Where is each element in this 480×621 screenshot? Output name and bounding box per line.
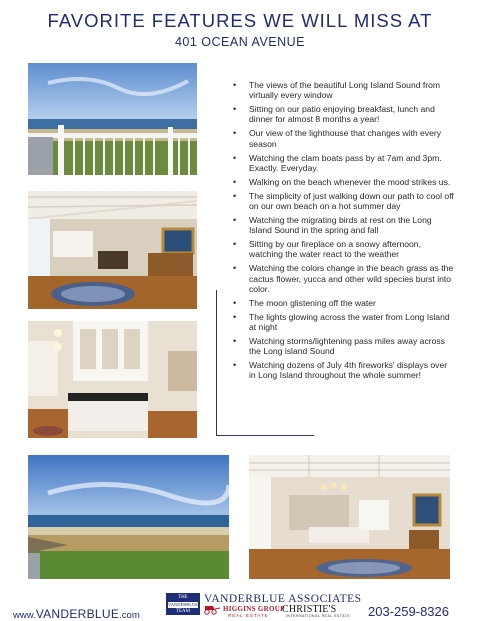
website-link[interactable]: www.VANDERBLUE.com: [13, 607, 140, 621]
feature-item: • Watching the colors change in the beach grass as the cactus flower, yucca and other wild species burst into color.: [233, 263, 454, 294]
patio-ocean-photo: [28, 63, 197, 175]
page-subtitle: 401 OCEAN AVENUE: [174, 35, 306, 49]
brand-name: VANDERBLUE ASSOCIATES: [204, 593, 362, 605]
feature-item: • Walking on the beach whenever the mood strikes us.: [233, 176, 451, 187]
feature-item: • Watching storms/lightening pass miles away across the Long island Sound: [233, 335, 445, 357]
christies-subtitle: INTERNATIONAL REAL ESTATE: [286, 614, 351, 618]
features-list: [232, 80, 454, 384]
feature-item: • The moon glistening off the water: [233, 297, 376, 308]
kitchen-photo: [28, 321, 197, 438]
feature-item: • Our view of the lighthouse that changes with every season: [233, 128, 442, 149]
christies-logo: CHRISTIE'S: [282, 604, 337, 615]
feature-item: • The views of the beautiful Long Island Sound from virtually every window: [233, 80, 441, 101]
feature-item: • Sitting on our patio enjoying breakfast, lunch and dinner for almost 8 months a year!: [233, 104, 435, 125]
carriage-icon: [203, 604, 221, 615]
page-title: FAVORITE FEATURES WE WILL MISS AT: [47, 10, 433, 31]
beach-view-photo: [28, 455, 229, 579]
feature-item: • Watching dozens of July 4th fireworks' displays over in Long Island throughout the whole summer!: [233, 359, 448, 381]
phone-number[interactable]: 203-259-8326: [368, 604, 449, 619]
divider-vertical: [216, 290, 217, 435]
feature-item: • Watching the migrating birds at rest on the Long Island Sound in the spring and fall: [233, 214, 432, 236]
higgins-subtitle: REAL ESTATE: [228, 613, 269, 618]
divider-horizontal: [216, 435, 314, 436]
living-room-photo: [28, 191, 197, 309]
feature-item: • Watching the clam boats pass by at 7am and 3pm. Exactly. Everyday.: [233, 152, 442, 173]
open-interior-photo: [249, 455, 450, 579]
feature-item: • The lights glowing across the water from Long Island at night: [233, 311, 450, 332]
vanderblue-team-logo: THE VANDERBLUE TEAM: [166, 593, 200, 615]
feature-item: • The simplicity of just walking down our path to cool off on our own beach on a hot summer day: [233, 190, 454, 211]
feature-item: • Sitting by our fireplace on a snowy afternoon, watching the water react to the weather: [233, 239, 421, 260]
higgins-logo: HIGGINS GROUP: [223, 605, 285, 613]
